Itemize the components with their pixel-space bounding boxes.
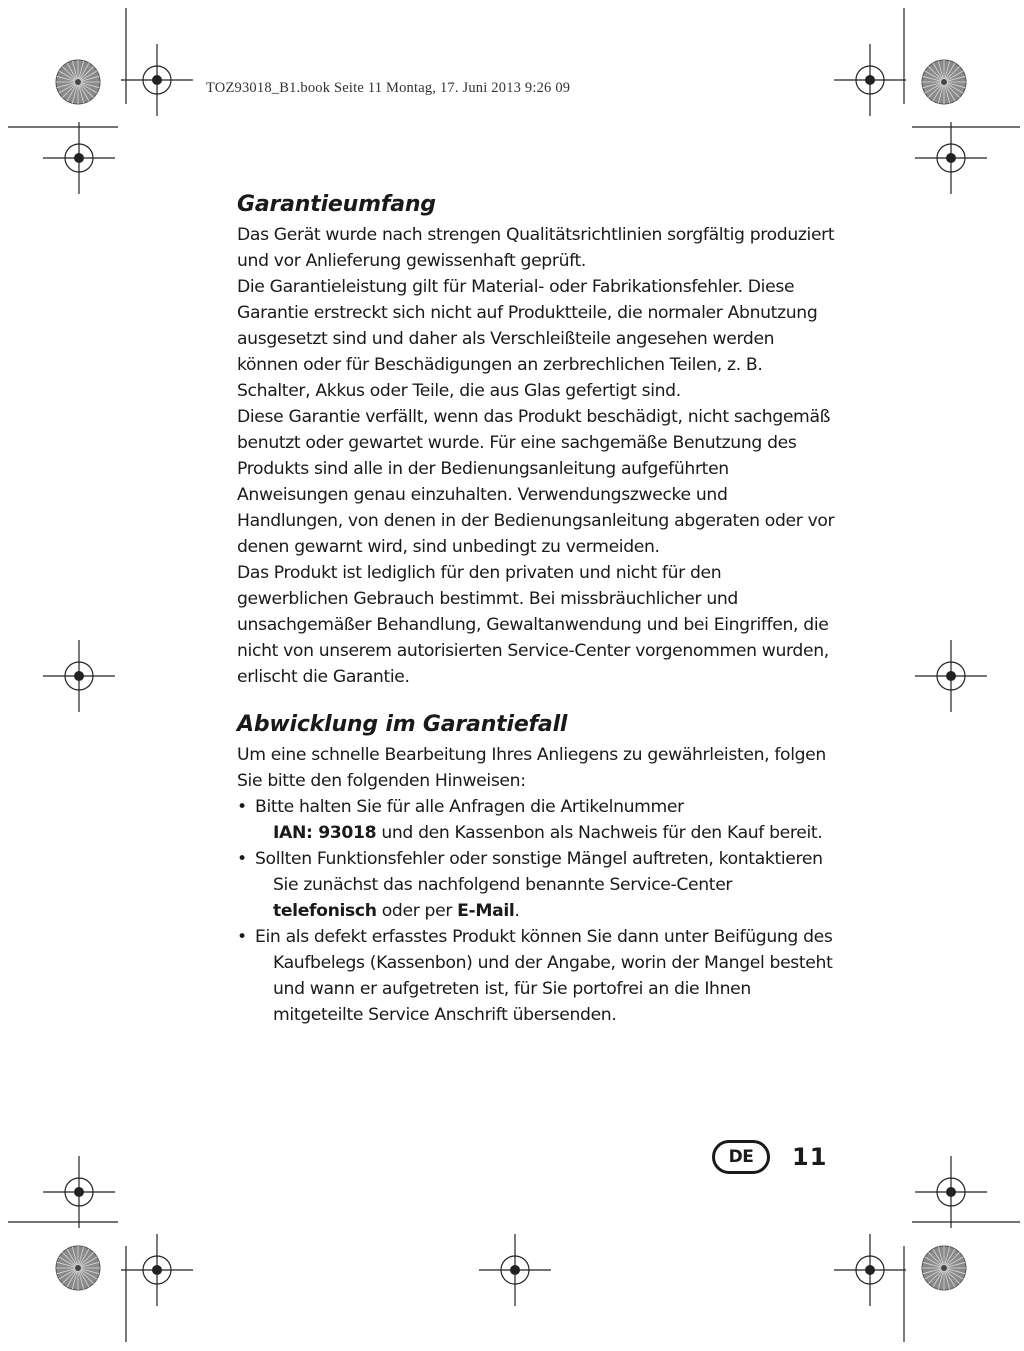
paragraph: Das Produkt ist lediglich für den privaten und nicht für den gewerblichen Gebrauch bestimmt. Bei missbräuchlicher und unsachgemäßer Behandlung, Gewaltanwendung und bei Eingriffen, die nicht von unserem autorisierten Service-Center vorgenommen wurden, erlischt die Garantie. (237, 563, 829, 687)
list-item: • Bitte halten Sie für alle Anfragen die Artikelnummer IAN: 93018 und den Kassenbon als Nachweis für den Kauf bereit. (237, 794, 837, 846)
contact-method-email: E-Mail (457, 901, 515, 921)
section-heading-garantieumfang: Garantieumfang (237, 192, 436, 217)
registration-crosshair-icon (915, 122, 987, 194)
book-slug-line: TOZ93018_B1.book Seite 11 Montag, 17. Juni 2013 9:26 09 (206, 80, 571, 96)
registration-crosshair-icon (915, 1156, 987, 1228)
bullet-icon: • (237, 797, 247, 817)
registration-crosshair-icon (834, 44, 906, 116)
color-target-icon (56, 60, 100, 104)
registration-crosshair-icon (121, 44, 193, 116)
page-footer (712, 1137, 827, 1177)
language-badge: DE (712, 1140, 770, 1174)
registration-crosshair-icon (43, 122, 115, 194)
instruction-list (237, 794, 837, 1028)
registration-crosshair-icon (43, 1156, 115, 1228)
intro-paragraph: Um eine schnelle Bearbeitung Ihres Anliegens zu gewährleisten, folgen Sie bitte den folgenden Hinweisen: (237, 745, 826, 791)
bullet-icon: • (237, 849, 247, 869)
section-heading-abwicklung: Abwicklung im Garantiefall (237, 712, 568, 737)
list-item: • Ein als defekt erfasstes Produkt können Sie dann unter Beifügung des Kaufbelegs (Kassenbon) und der Angabe, worin der Mangel besteht und wann er aufgetreten ist, für Sie portofrei an die Ihnen mitgeteilte Service Anschrift übersenden. (237, 924, 837, 1028)
list-item: • Sollten Funktionsfehler oder sonstige Mängel auftreten, kontaktieren Sie zunächst das nachfolgend benannte Service-Center telefonisch oder per E-Mail. (237, 846, 837, 924)
page-number: 11 (792, 1143, 828, 1171)
color-target-icon (922, 1246, 966, 1290)
paragraph: Diese Garantie verfällt, wenn das Produkt beschädigt, nicht sachgemäß benutzt oder gewartet wurde. Für eine sachgemäße Benutzung des Produkts sind alle in der Bedienungsanleitung aufgeführten Anweisungen genau einzuhalten. Verwendungszwecke und Handlungen, von denen in der Bedienungsanleitung abgeraten oder vor denen gewarnt wird, sind unbedingt zu vermeiden. (237, 407, 835, 557)
bullet-icon: • (237, 927, 247, 947)
article-number: IAN: 93018 (273, 823, 377, 843)
registration-crosshair-icon (479, 1234, 551, 1306)
registration-crosshair-icon (43, 640, 115, 712)
registration-crosshair-icon (121, 1234, 193, 1306)
paragraph: Die Garantieleistung gilt für Material- oder Fabrikationsfehler. Diese Garantie erstreckt sich nicht auf Produktteile, die normaler Abnutzung ausgesetzt sind und daher als Verschleißteile angesehen werden können oder für Beschädigungen an zerbrechlichen Teilen, z. B. Schalter, Akkus oder Teile, die aus Glas gefertigt sind. (237, 277, 818, 401)
color-target-icon (56, 1246, 100, 1290)
paragraph: Das Gerät wurde nach strengen Qualitätsrichtlinien sorgfältig produziert und vor Anlieferung gewissenhaft geprüft. (237, 225, 835, 271)
contact-method-phone: telefonisch (273, 901, 377, 921)
registration-crosshair-icon (915, 640, 987, 712)
registration-crosshair-icon (834, 1234, 906, 1306)
color-target-icon (922, 60, 966, 104)
page-content (237, 188, 837, 1028)
